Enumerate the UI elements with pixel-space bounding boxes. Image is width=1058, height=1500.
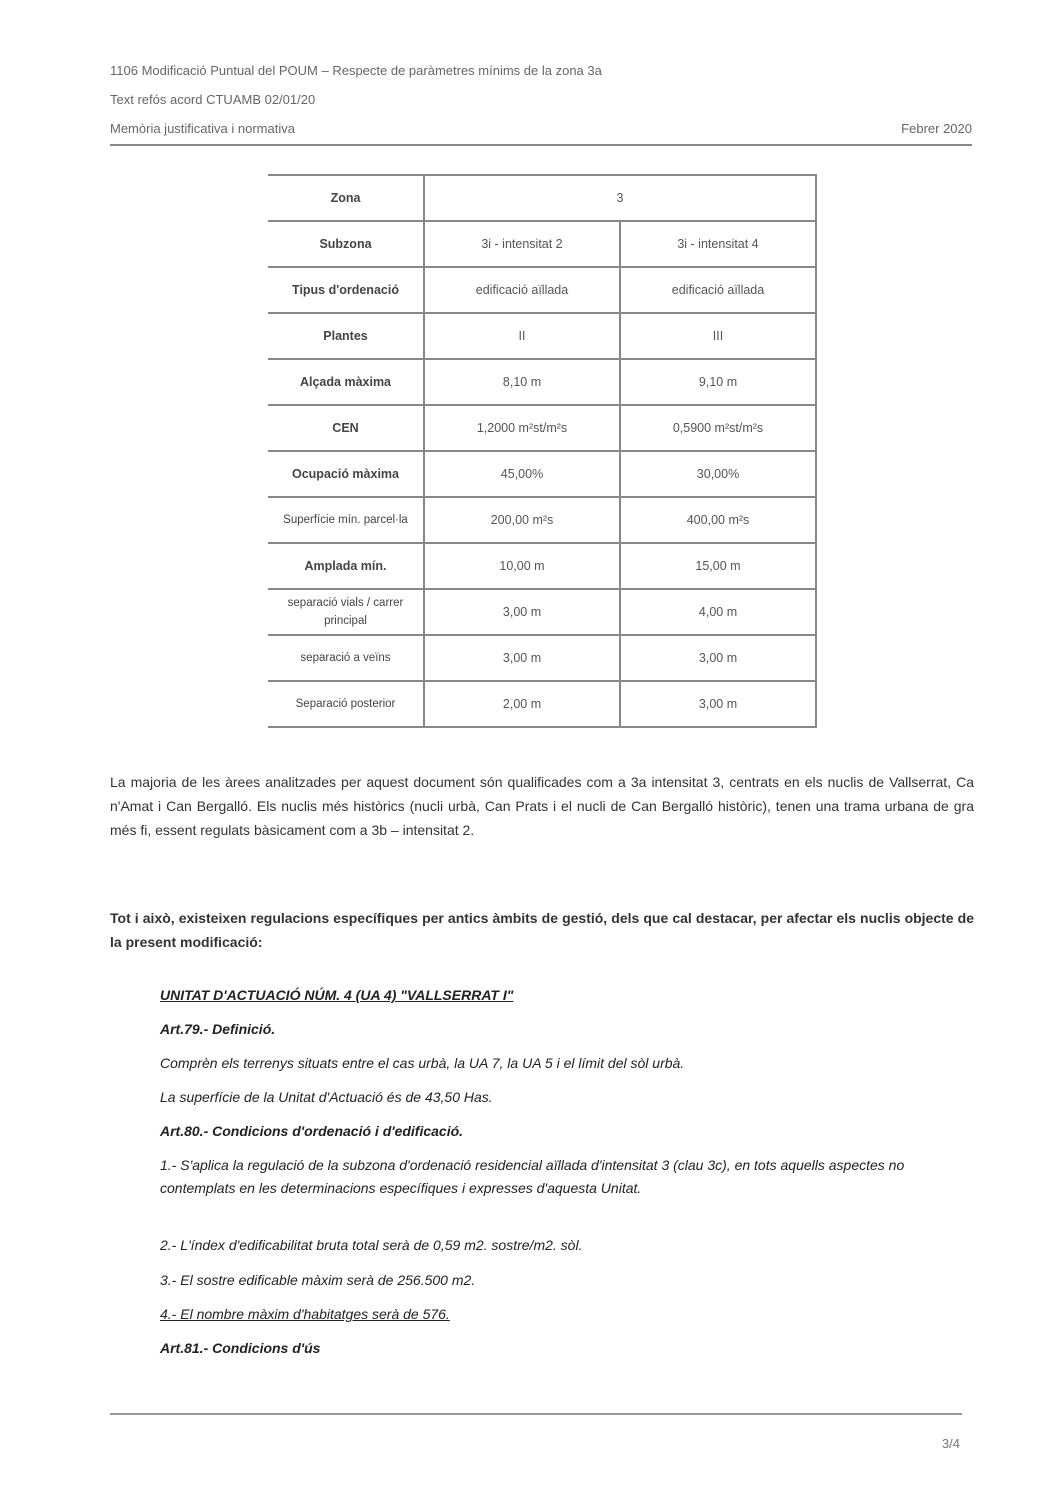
row-label: Amplada mín. xyxy=(268,543,424,589)
cell-value: 3i - intensitat 4 xyxy=(620,221,816,267)
page-header xyxy=(110,60,972,147)
cell-value: 2,00 m xyxy=(424,681,620,727)
article-79-text: Comprèn els terrenys situats entre el cas urbà, la UA 7, la UA 5 i el límit del sòl urbà. xyxy=(160,1055,685,1071)
body-paragraph-intro: Tot i això, existeixen regulacions específiques per antics àmbits de gestió, dels que cal destacar, per afectar els nuclis objecte de la present modificació: xyxy=(110,910,974,950)
cell-value: 30,00% xyxy=(620,451,816,497)
table-row xyxy=(268,681,816,727)
row-label: Plantes xyxy=(268,313,424,359)
row-label: separació vials / carrer principal xyxy=(268,589,424,635)
table-row xyxy=(268,497,816,543)
table-row xyxy=(268,359,816,405)
header-divider xyxy=(110,144,972,146)
table-row xyxy=(268,175,816,221)
cell-value: edificació aïllada xyxy=(620,267,816,313)
body-paragraph: La majoria de les àrees analitzades per aquest document són qualificades com a 3a intensitat 3, centrats en els nuclis de Vallserrat, Ca n'Amat i Can Bergalló. Els nuclis més històrics (nucli urbà, Can Prats i el nucli de Can Bergalló històric), tenen una trama urbana de gra més fi, essent regulats bàsicament com a 3b – intensitat 2. xyxy=(110,774,974,838)
cell-value: 3,00 m xyxy=(424,589,620,635)
table-row xyxy=(268,589,816,635)
row-label: Zona xyxy=(268,175,424,221)
cell-value: 3,00 m xyxy=(424,635,620,681)
row-label: separació a veïns xyxy=(268,635,424,681)
table-row xyxy=(268,635,816,681)
article-80-point-2: 2.- L'índex d'edificabilitat bruta total serà de 0,59 m2. sostre/m2. sòl. xyxy=(160,1237,583,1253)
table-row xyxy=(268,267,816,313)
article-79-surface: La superfície de la Unitat d'Actuació és de 43,50 Has. xyxy=(160,1089,493,1105)
cell-value: III xyxy=(620,313,816,359)
cell-value: 3,00 m xyxy=(620,681,816,727)
cell-value: 10,00 m xyxy=(424,543,620,589)
table-row xyxy=(268,313,816,359)
cell-value: 3i - intensitat 2 xyxy=(424,221,620,267)
footer-divider xyxy=(110,1413,962,1415)
header-date: Febrer 2020 xyxy=(901,121,972,136)
cell-value: 0,5900 m²st/m²s xyxy=(620,405,816,451)
cell-value: 1,2000 m²st/m²s xyxy=(424,405,620,451)
cell-value: II xyxy=(424,313,620,359)
cell-value: 9,10 m xyxy=(620,359,816,405)
header-document-type: Memòria justificativa i normativa xyxy=(110,121,295,136)
cell-value: 4,00 m xyxy=(620,589,816,635)
article-80-point-3: 3.- El sostre edificable màxim serà de 256.500 m2. xyxy=(160,1272,476,1288)
table-row xyxy=(268,221,816,267)
header-title: 1106 Modificació Puntual del POUM – Respecte de paràmetres mínims de la zona 3a xyxy=(110,63,602,78)
row-label: Superfície mín. parcel·la xyxy=(268,497,424,543)
cell-value: 8,10 m xyxy=(424,359,620,405)
article-80-title: Art.80.- Condicions d'ordenació i d'edificació. xyxy=(160,1123,464,1139)
cell-value: 3,00 m xyxy=(620,635,816,681)
row-label: Alçada màxima xyxy=(268,359,424,405)
row-label: Subzona xyxy=(268,221,424,267)
row-label: CEN xyxy=(268,405,424,451)
row-label: Separació posterior xyxy=(268,681,424,727)
header-row xyxy=(110,118,972,147)
table-row xyxy=(268,405,816,451)
table-row xyxy=(268,451,816,497)
article-81-title: Art.81.- Condicions d'ús xyxy=(160,1340,321,1356)
article-80-point-4: 4.- El nombre màxim d'habitatges serà de 576. xyxy=(160,1306,450,1322)
parameters-table xyxy=(268,174,817,728)
table-row xyxy=(268,543,816,589)
article-80-point-1: 1.- S'aplica la regulació de la subzona d'ordenació residencial aïllada d'intensitat 3 (clau 3c), en tots aquells aspectes no contemplats en les determinacions específiques i expresses d'aquesta Unitat. xyxy=(160,1157,905,1196)
row-label: Tipus d'ordenació xyxy=(268,267,424,313)
cell-value: 400,00 m²s xyxy=(620,497,816,543)
header-subtitle: Text refós acord CTUAMB 02/01/20 xyxy=(110,92,316,107)
cell-value: 3 xyxy=(424,175,816,221)
article-79-title: Art.79.- Definició. xyxy=(160,1021,276,1037)
page-number: 3/4 xyxy=(941,1436,960,1451)
cell-value: 15,00 m xyxy=(620,543,816,589)
cell-value: 45,00% xyxy=(424,451,620,497)
section-title: UNITAT D'ACTUACIÓ NÚM. 4 (UA 4) "VALLSERRAT I" xyxy=(160,987,514,1003)
cell-value: 200,00 m²s xyxy=(424,497,620,543)
row-label: Ocupació màxima xyxy=(268,451,424,497)
cell-value: edificació aïllada xyxy=(424,267,620,313)
